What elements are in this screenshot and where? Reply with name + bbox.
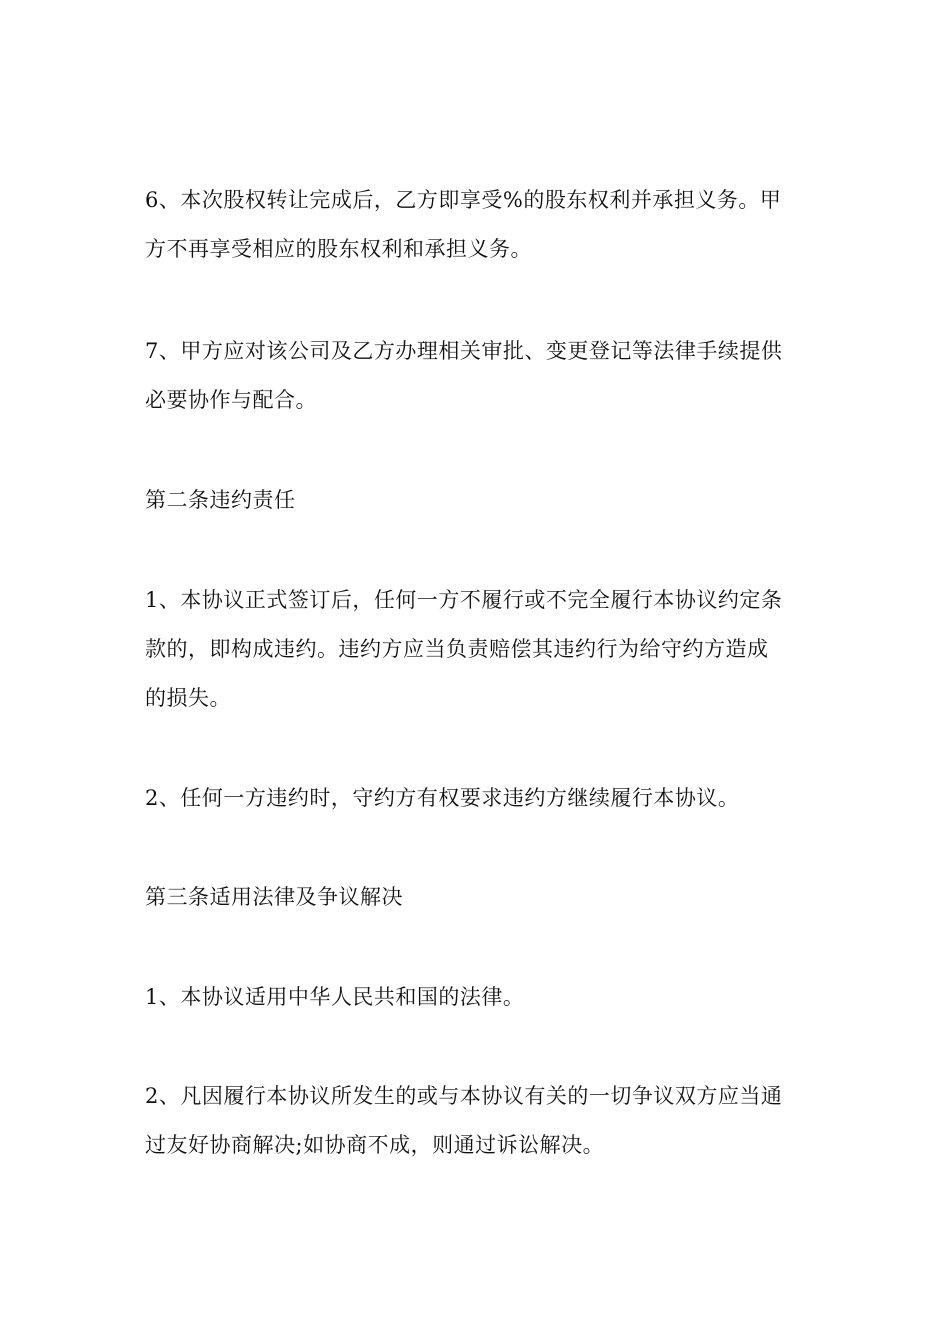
article-2-heading — [145, 476, 810, 525]
text-line: 方不再享受相应的股东权利和承担义务。 — [145, 237, 532, 261]
article-2-clause-1-paragraph — [145, 576, 810, 723]
article-3-clause-1-paragraph — [145, 973, 810, 1022]
text-line: 必要协作与配合。 — [145, 388, 317, 412]
text-line: 2、凡因履行本协议所发生的或与本协议有关的一切争议双方应当通 — [145, 1084, 783, 1108]
text-line: 款的，即构成违约。违约方应当负责赔偿其违约行为给守约方造成 — [145, 637, 769, 661]
article-2-clause-2-paragraph — [145, 774, 810, 823]
text-line: 过友好协商解决;如协商不成，则通过诉讼解决。 — [145, 1133, 605, 1157]
clause-7-paragraph — [145, 327, 810, 425]
text-line: 1、本协议正式签订后，任何一方不履行或不完全履行本协议约定条 — [145, 588, 783, 612]
clause-6-paragraph — [145, 176, 810, 274]
article-3-heading — [145, 873, 810, 922]
text-line: 6、本次股权转让完成后，乙方即享受%的股东权利并承担义务。甲 — [145, 188, 782, 212]
article-3-clause-2-paragraph — [145, 1072, 810, 1170]
text-line: 1、本协议适用中华人民共和国的法律。 — [145, 985, 525, 1009]
section-heading: 第二条违约责任 — [145, 488, 296, 512]
text-line: 的损失。 — [145, 686, 231, 710]
text-line: 7、甲方应对该公司及乙方办理相关审批、变更登记等法律手续提供 — [145, 339, 783, 363]
text-line: 2、任何一方违约时，守约方有权要求违约方继续履行本协议。 — [145, 786, 740, 810]
section-heading: 第三条适用法律及争议解决 — [145, 885, 403, 909]
